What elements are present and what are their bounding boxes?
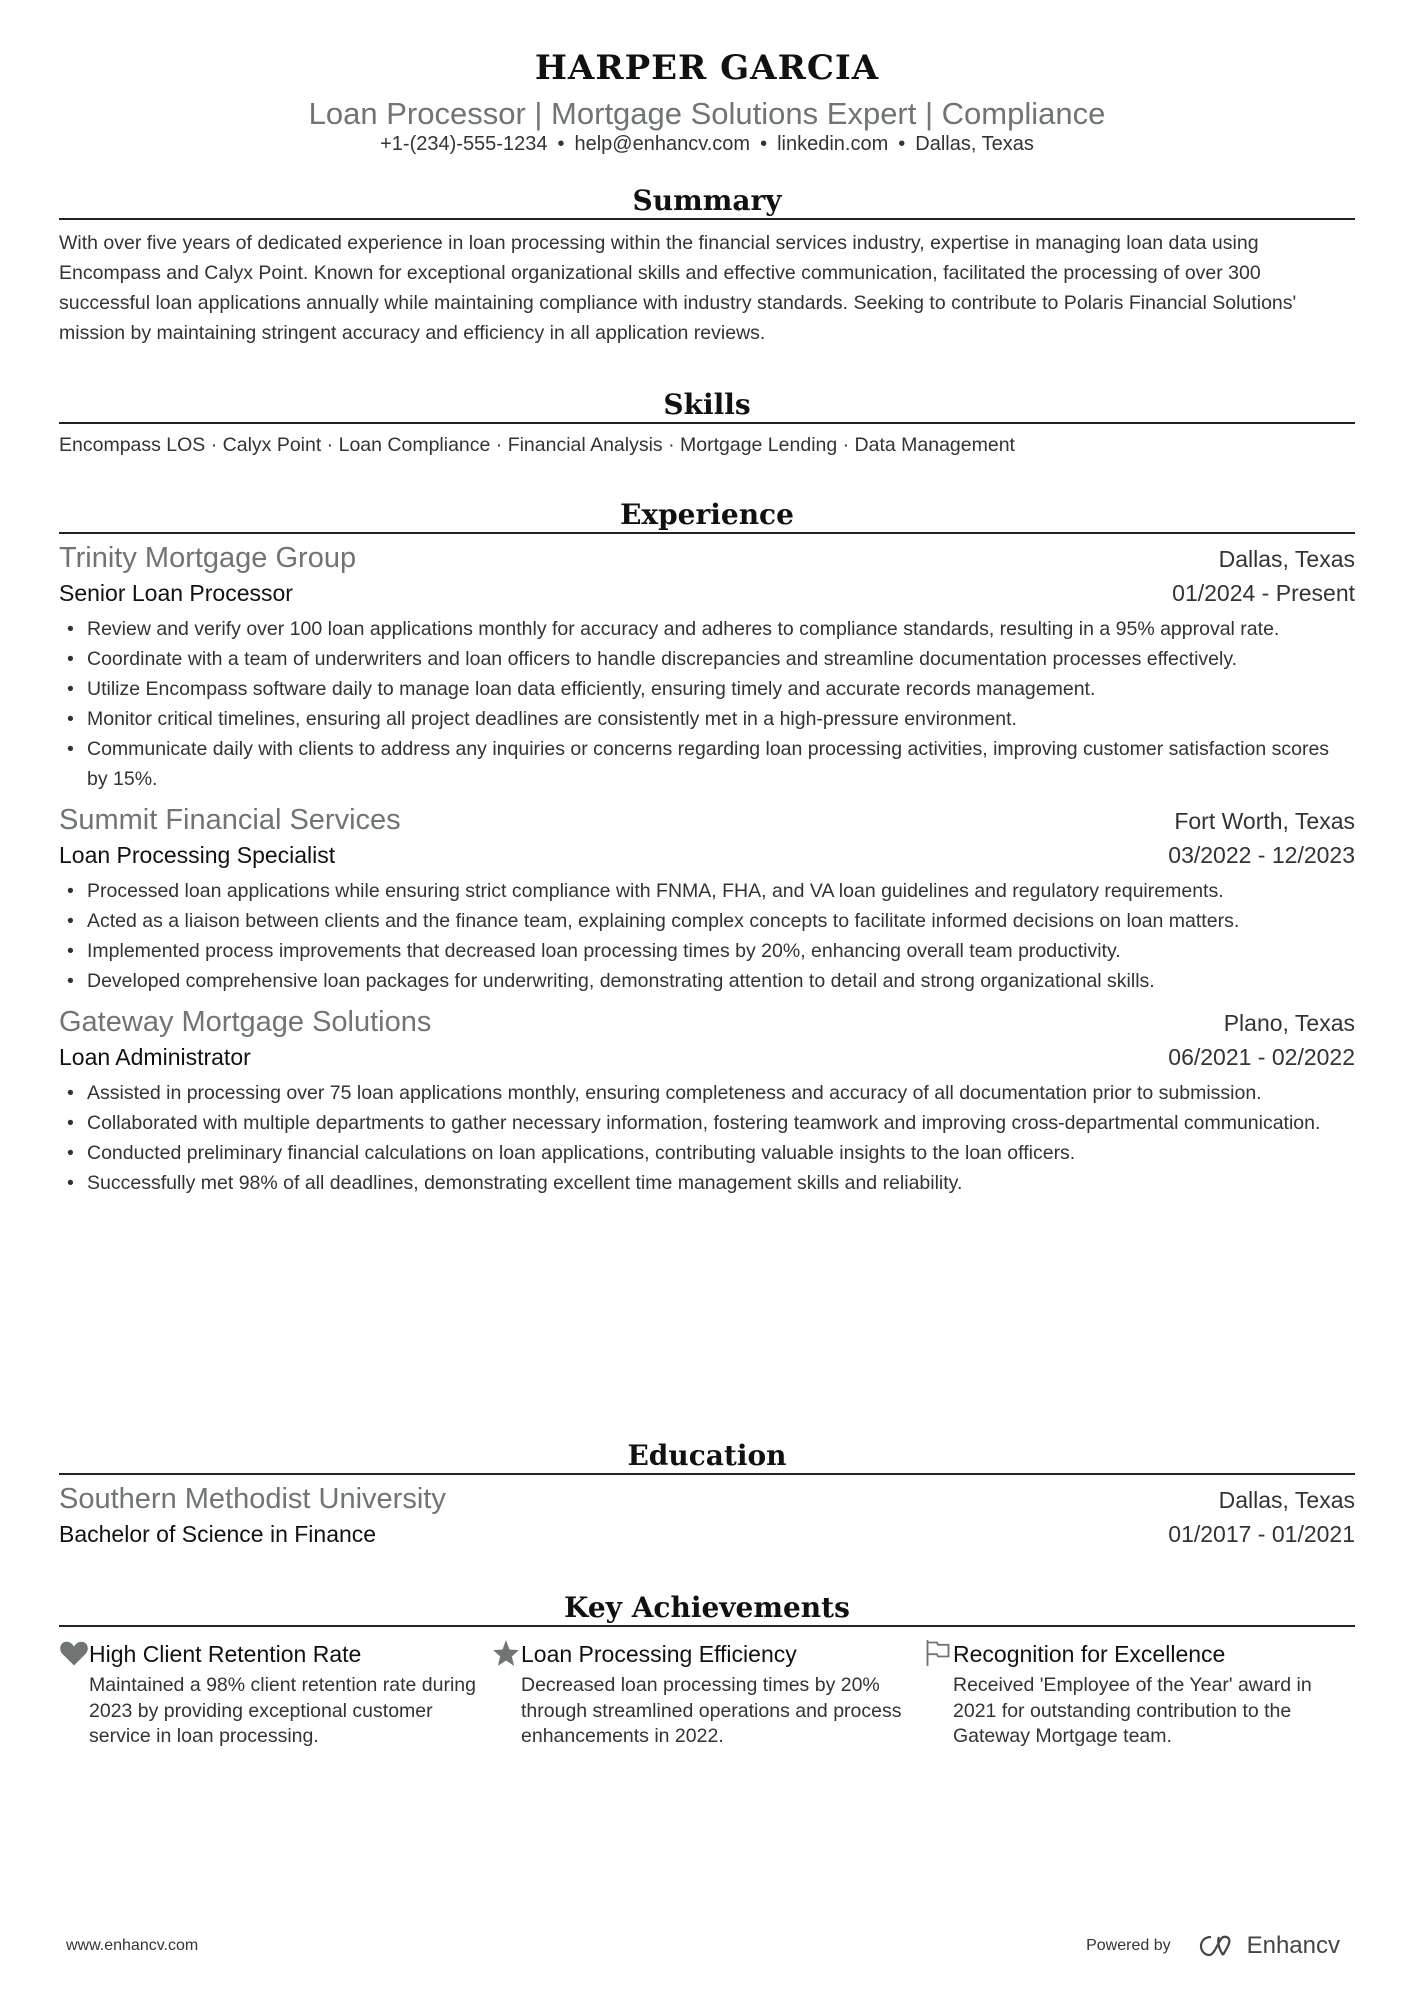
section-heading: Summary xyxy=(59,182,1355,220)
school-location: Dallas, Texas xyxy=(1218,1487,1355,1513)
section-heading: Key Achievements xyxy=(59,1589,1355,1627)
achievement-title: Loan Processing Efficiency xyxy=(521,1641,797,1667)
flag-icon xyxy=(923,1637,953,1750)
job-bullet: • Processed loan applications while ensuring strict compliance with FNMA, FHA, and VA loan guidelines and regulatory requirements. xyxy=(59,876,1355,906)
company-name: Trinity Mortgage Group xyxy=(59,542,357,574)
section-heading: Skills xyxy=(59,386,1355,424)
achievement-item xyxy=(59,1637,491,1750)
achievements-section xyxy=(59,1589,1355,1750)
star-icon xyxy=(491,1637,521,1750)
job-bullet: • Utilize Encompass software daily to manage loan data efficiently, ensuring timely and accurate records management. xyxy=(59,674,1355,704)
achievement-desc: Maintained a 98% client retention rate during 2023 by providing exceptional customer service in loan processing. xyxy=(89,1674,476,1747)
job-entry xyxy=(59,1004,1355,1198)
job-bullet: • Collaborated with multiple departments to gather necessary information, fostering teamwork and improving cross-departmental communication. xyxy=(59,1108,1355,1138)
education-section xyxy=(59,1437,1355,1551)
email[interactable]: help@enhancv.com xyxy=(574,133,751,155)
contact-line: +1-(234)-555-1234 • help@enhancv.com • linkedin.com • Dallas, Texas xyxy=(380,133,1034,155)
achievement-item xyxy=(491,1637,923,1750)
job-dates: 03/2022 - 12/2023 xyxy=(1168,842,1355,868)
job-bullet: • Conducted preliminary financial calculations on loan applications, contributing valuable insights to the loan officers. xyxy=(59,1138,1355,1168)
job-bullet: • Successfully met 98% of all deadlines, demonstrating excellent time management skills and reliability. xyxy=(59,1168,1355,1198)
company-name: Gateway Mortgage Solutions xyxy=(59,1006,432,1038)
job-entry xyxy=(59,802,1355,996)
candidate-name: HARPER GARCIA xyxy=(534,48,880,88)
job-bullets xyxy=(59,614,1355,794)
education-dates: 01/2017 - 01/2021 xyxy=(1168,1521,1355,1547)
degree: Bachelor of Science in Finance xyxy=(59,1521,377,1547)
company-name: Summit Financial Services xyxy=(59,804,401,836)
summary-section xyxy=(59,182,1355,348)
phone: +1-(234)-555-1234 xyxy=(380,133,548,155)
summary-text: With over five years of dedicated experience in loan processing within the financial services industry, expertise in managing loan data using Encompass and Calyx Point. Known for exceptional organizational skills and effective communication, facilitated the processing of over 300 successful loan applications annually while maintaining compliance with industry standards. Seeking to contribute to Polaris Financial Solutions' mission by maintaining stringent accuracy and efficiency in all application reviews. xyxy=(59,232,1297,344)
job-role: Loan Processing Specialist xyxy=(59,842,336,868)
achievement-desc: Received 'Employee of the Year' award in 2021 for outstanding contribution to the Gateway Mortgage team. xyxy=(953,1674,1312,1747)
enhancv-logo[interactable] xyxy=(1197,1932,1340,1960)
job-bullets xyxy=(59,1078,1355,1198)
brand-name: Enhancv xyxy=(1246,1932,1340,1959)
achievement-title: Recognition for Excellence xyxy=(953,1641,1226,1667)
powered-by xyxy=(1086,1932,1340,1960)
job-bullet: • Assisted in processing over 75 loan applications monthly, ensuring completeness and accuracy of all documentation prior to submission. xyxy=(59,1078,1355,1108)
location: Dallas, Texas xyxy=(915,133,1034,155)
job-bullet: • Communicate daily with clients to address any inquiries or concerns regarding loan processing activities, improving customer satisfaction scores by 15%. xyxy=(59,734,1355,794)
job-role: Senior Loan Processor xyxy=(59,580,293,606)
skills-section xyxy=(59,386,1355,460)
section-heading: Education xyxy=(59,1437,1355,1475)
achievement-desc: Decreased loan processing times by 20% through streamlined operations and process enhancements in 2022. xyxy=(521,1674,902,1747)
experience-section xyxy=(59,496,1355,1198)
achievement-title: High Client Retention Rate xyxy=(89,1641,362,1667)
powered-by-label: Powered by xyxy=(1086,1937,1171,1954)
job-bullet: • Review and verify over 100 loan applications monthly for accuracy and adheres to compliance standards, resulting in a 95% approval rate. xyxy=(59,614,1355,644)
job-bullet: • Coordinate with a team of underwriters and loan officers to handle discrepancies and streamline documentation processes effectively. xyxy=(59,644,1355,674)
job-bullet: • Implemented process improvements that decreased loan processing times by 20%, enhancing overall team productivity. xyxy=(59,936,1355,966)
achievement-item xyxy=(923,1637,1355,1750)
linkedin[interactable]: linkedin.com xyxy=(777,133,889,155)
heart-icon xyxy=(59,1637,89,1750)
section-heading: Experience xyxy=(59,496,1355,534)
job-dates: 01/2024 - Present xyxy=(1172,580,1355,606)
job-location: Plano, Texas xyxy=(1223,1010,1355,1036)
job-dates: 06/2021 - 02/2022 xyxy=(1168,1044,1355,1070)
job-location: Fort Worth, Texas xyxy=(1174,808,1355,834)
job-bullets xyxy=(59,876,1355,996)
enhancv-logo-icon xyxy=(1197,1933,1241,1959)
footer-website[interactable]: www.enhancv.com xyxy=(66,1937,199,1954)
school-name: Southern Methodist University xyxy=(59,1483,446,1515)
job-entry xyxy=(59,540,1355,794)
job-location: Dallas, Texas xyxy=(1218,546,1355,572)
job-bullet: • Developed comprehensive loan packages for underwriting, demonstrating attention to detail and strong organizational skills. xyxy=(59,966,1355,996)
job-role: Loan Administrator xyxy=(59,1044,251,1070)
candidate-title: Loan Processor | Mortgage Solutions Expert | Compliance xyxy=(308,96,1106,131)
job-bullet: • Acted as a liaison between clients and the finance team, explaining complex concepts to facilitate informed decisions on loan matters. xyxy=(59,906,1355,936)
skills-text: Encompass LOS · Calyx Point · Loan Compliance · Financial Analysis · Mortgage Lending · Data Management xyxy=(59,434,1015,456)
job-bullet: • Monitor critical timelines, ensuring all project deadlines are consistently met in a high-pressure environment. xyxy=(59,704,1355,734)
